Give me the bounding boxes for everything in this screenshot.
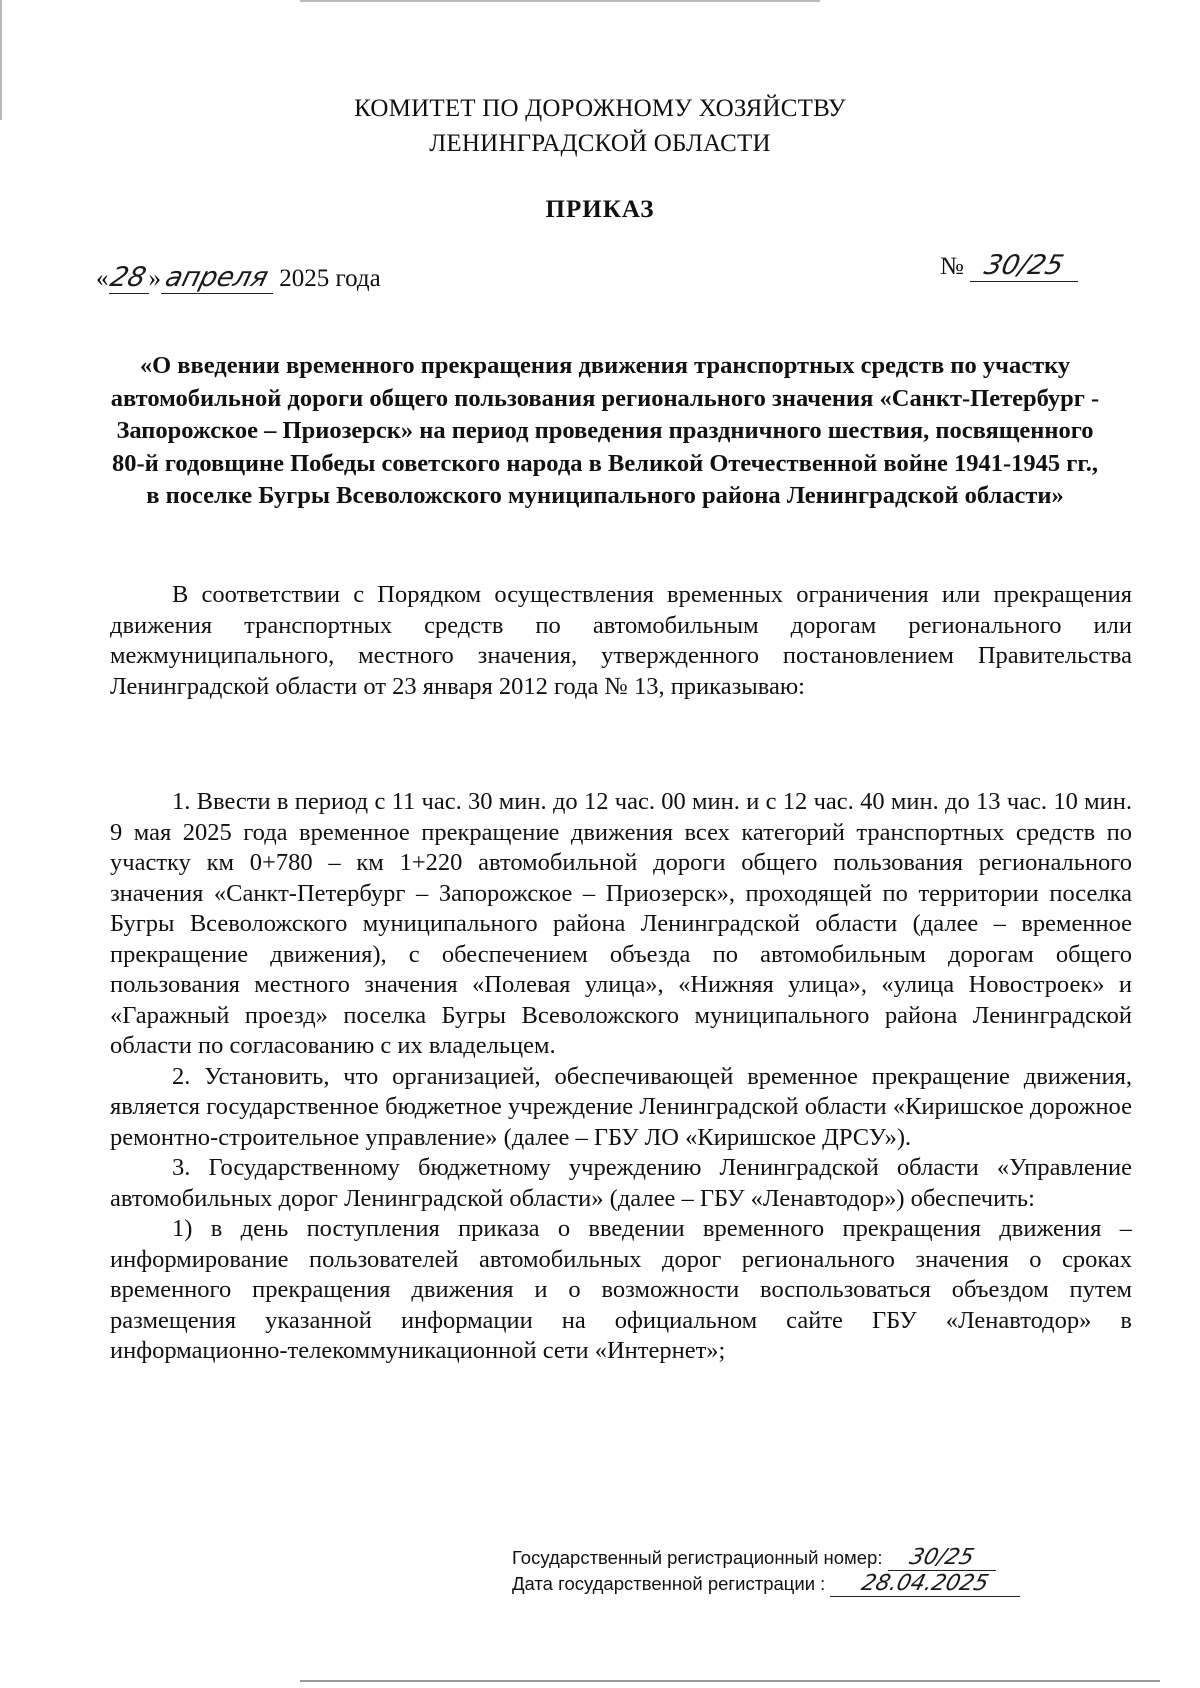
- order-number: [940, 250, 1078, 282]
- committee-name-line1: КОМИТЕТ ПО ДОРОЖНОМУ ХОЗЯЙСТВУ: [354, 95, 846, 122]
- order-subject: «О введении временного прекращения движения транспортных средств по участку автомобильной дороги общего пользования регионального значения «Санкт-Петербург - Запорожское – Приозерск» на период проведения праздничного шествия, посвященного 80-й годовщине Победы советского народа в Великой Отечественной войне 1941-1945 гг., в поселке Бугры Всеволожского муниципального района Ленинградской области»: [110, 352, 1100, 509]
- registration-number-row: [512, 1545, 1020, 1571]
- registration-stamp: [512, 1545, 1020, 1597]
- order-number-value: 30/25: [981, 250, 1067, 281]
- registration-date-label: Дата государственной регистрации :: [512, 1573, 826, 1594]
- order-items-block: [110, 787, 1132, 1367]
- registration-number-label: Государственный регистрационный номер:: [512, 1547, 883, 1568]
- preamble-block: [110, 580, 1132, 702]
- date-day: 28: [107, 262, 150, 293]
- registration-number-value: 30/25: [906, 1545, 977, 1570]
- date-day-field: [109, 262, 149, 294]
- registration-number-field: [888, 1545, 996, 1571]
- order-item-2: 2. Установить, что организацией, обеспечивающей временное прекращение движения, является государственное бюджетное учреждение Ленинградской области «Киришское дорожное ремонтно-строительное управление» (далее – ГБУ ЛО «Киришское ДРСУ»).: [110, 1062, 1132, 1151]
- date-year: 2025 года: [279, 265, 381, 292]
- scan-edge-top: [300, 0, 820, 2]
- date-month-field: [161, 262, 273, 294]
- date-open-quote: «: [96, 265, 109, 292]
- preamble-paragraph: В соответствии с Порядком осуществления временных ограничения или прекращения движения транспортных средств по автомобильным дорогам регионального или межмуниципального, местного значения, утвержденного постановлением Правительства Ленинградской области от 23 января 2012 года № 13, приказываю:: [110, 581, 1132, 700]
- order-number-label: №: [940, 253, 964, 280]
- scan-edge-bottom: [300, 1680, 1160, 1682]
- order-title: ПРИКАЗ: [545, 196, 655, 223]
- order-item-3-subitem-1: 1) в день поступления приказа о введении временного прекращения движения – информирование пользователей автомобильных дорог регионального значения о сроках временного прекращения движения и о возможности воспользоваться объездом путем размещения указанной информации на официальном сайте ГБУ «Ленавтодор» в информационно-телекоммуникационной сети «Интернет»;: [110, 1215, 1132, 1364]
- order-item-3: 3. Государственному бюджетному учреждению Ленинградской области «Управление автомобильных дорог Ленинградской области» (далее – ГБУ «Ленавтодор») обеспечить:: [110, 1154, 1132, 1212]
- committee-name-line2: ЛЕНИНГРАДСКОЙ ОБЛАСТИ: [429, 130, 771, 157]
- order-number-field: [970, 250, 1078, 282]
- registration-date-value: 28.04.2025: [859, 1571, 992, 1596]
- order-date: [96, 262, 381, 294]
- date-month: апреля: [162, 262, 272, 293]
- registration-date-row: [512, 1571, 1020, 1597]
- date-close-quote: »: [148, 265, 161, 292]
- order-item-1: 1. Ввести в период с 11 час. 30 мин. до 12 час. 00 мин. и с 12 час. 40 мин. до 13 час. 10 мин. 9 мая 2025 года временное прекращение движения всех категорий транспортных средств по участку км 0+780 – км 1+220 автомобильной дороги общего пользования регионального значения «Санкт-Петербург – Запорожское – Приозерск», проходящей по территории поселка Бугры Всеволожского муниципального района Ленинградской области (далее – временное прекращение движения), с обеспечением объезда по автомобильным дорогам общего пользования местного значения «Полевая улица», «Нижняя улица», «улица Новостроек» и «Гаражный проезд» поселка Бугры Всеволожского муниципального района Ленинградской области по согласованию с их владельцем.: [110, 788, 1132, 1059]
- registration-date-field: [830, 1571, 1020, 1597]
